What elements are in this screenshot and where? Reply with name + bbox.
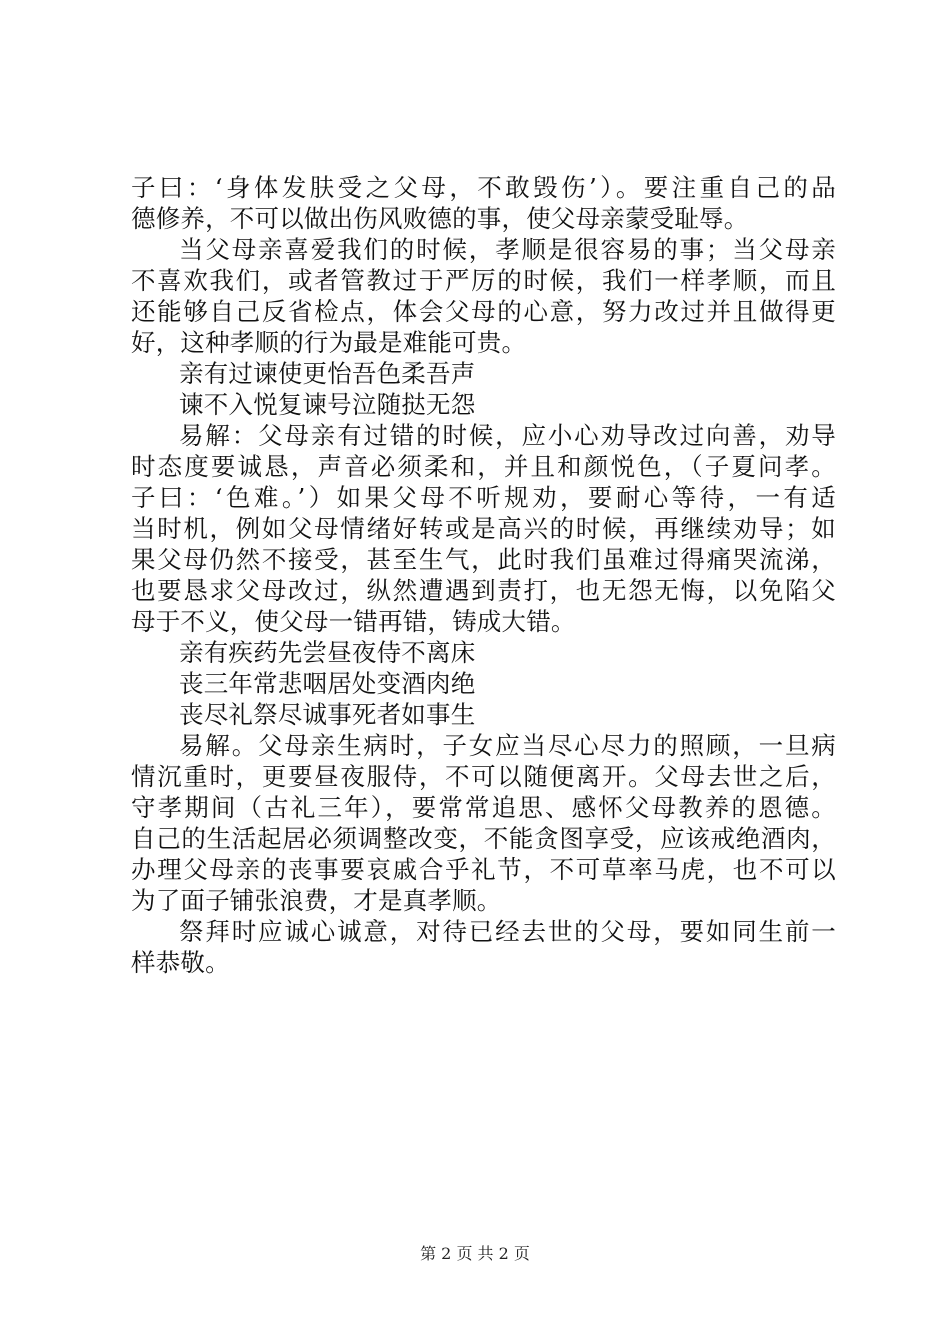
- paragraph-first-line: 易解。父母亲生病时，子女应当尽心尽力的照顾，一旦病: [179, 731, 836, 760]
- paragraph-first-line: 祭拜时应诚心诚意，对待已经去世的父母，要如同生前一: [179, 917, 836, 946]
- text-line: 时态度要诚恳，声音必须柔和，并且和颜悦色，（子夏问孝。: [131, 452, 836, 481]
- text-line: 好，这种孝顺的行为最是难能可贵。: [131, 328, 527, 357]
- paragraph-first-line: 当父母亲喜爱我们的时候，孝顺是很容易的事；当父母亲: [179, 235, 836, 264]
- text-line: 情沉重时，更要昼夜服侍，不可以随便离开。父母去世之后，: [131, 762, 836, 791]
- verse-line: 亲有过谏使更怡吾色柔吾声: [179, 359, 476, 388]
- text-line: 办理父母亲的丧事要哀戚合乎礼节，不可草率马虎，也不可以: [131, 855, 836, 884]
- text-line: 还能够自己反省检点，体会父母的心意，努力改过并且做得更: [131, 297, 836, 326]
- document-body: [131, 172, 836, 978]
- text-line: 为了面子铺张浪费，才是真孝顺。: [131, 886, 502, 915]
- text-line: 自己的生活起居必须调整改变，不能贪图享受，应该戒绝酒肉，: [131, 824, 836, 853]
- page-number-footer: 第 2 页 共 2 页: [420, 1244, 530, 1263]
- text-line: 德修养，不可以做出伤风败德的事，使父母亲蒙受耻辱。: [131, 204, 749, 233]
- paragraph-first-line: 易解：父母亲有过错的时候，应小心劝导改过向善，劝导: [179, 421, 836, 450]
- text-line: 果父母仍然不接受，甚至生气，此时我们虽难过得痛哭流涕，: [131, 545, 836, 574]
- text-line: 样恭敬。: [131, 948, 230, 977]
- verse-line: 丧三年常悲咽居处变酒肉绝: [179, 669, 476, 698]
- text-line: 母于不义，使父母一错再错，铸成大错。: [131, 607, 576, 636]
- verse-line: 丧尽礼祭尽诚事死者如事生: [179, 700, 476, 729]
- text-line: 当时机，例如父母情绪好转或是高兴的时候，再继续劝导；如: [131, 514, 836, 543]
- text-line: 也要恳求父母改过，纵然遭遇到责打，也无怨无悔，以免陷父: [131, 576, 836, 605]
- text-line: 不喜欢我们，或者管教过于严厉的时候，我们一样孝顺，而且: [131, 266, 836, 295]
- verse-line: 亲有疾药先尝昼夜侍不离床: [179, 638, 476, 667]
- text-line: 子曰：‘色难。’）如果父母不听规劝，要耐心等待，一有适: [131, 483, 836, 512]
- text-line: 守孝期间（古礼三年），要常常追思、感怀父母教养的恩德。: [131, 793, 836, 822]
- verse-line: 谏不入悦复谏号泣随挞无怨: [179, 390, 476, 419]
- text-line: 子曰：‘身体发肤受之父母，不敢毁伤’）。要注重自己的品: [131, 173, 836, 202]
